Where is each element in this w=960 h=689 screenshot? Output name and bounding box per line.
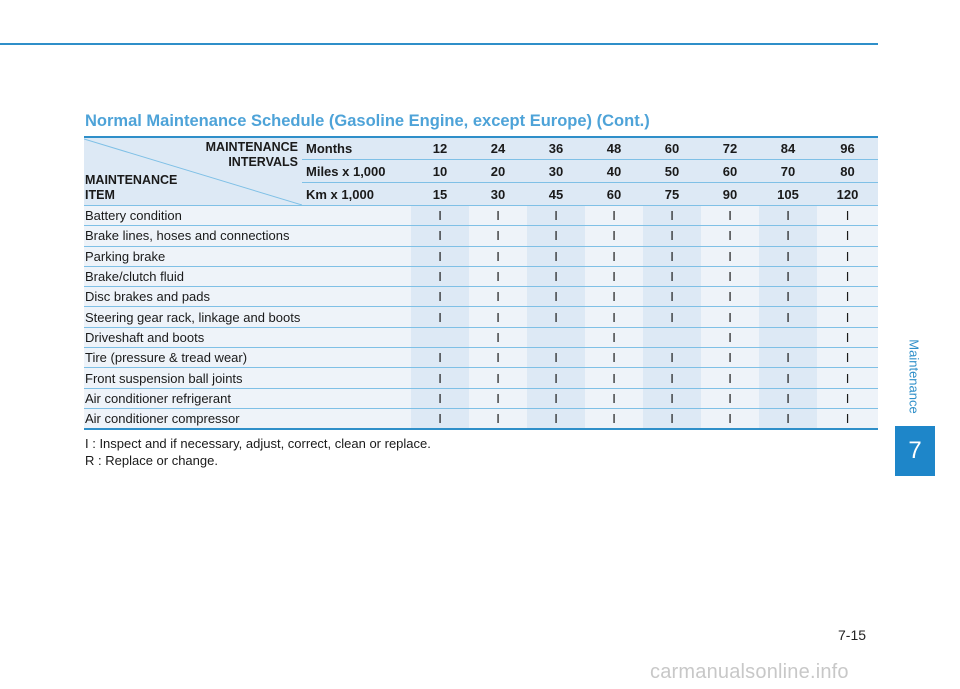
schedule-cell: I [701,327,759,347]
schedule-cell: I [527,348,585,368]
schedule-cell: I [469,307,527,327]
schedule-cell: I [585,327,643,347]
schedule-cell: I [759,287,817,307]
schedule-cell: I [643,287,701,307]
header-interval-cell: 60 [585,183,643,206]
schedule-cell: I [469,206,527,226]
table-row [84,368,878,388]
table-row [84,348,878,368]
table-row [84,246,878,266]
schedule-cell: I [759,368,817,388]
schedule-cell: I [527,368,585,388]
schedule-cell: I [585,368,643,388]
header-interval-cell: 24 [469,137,527,160]
schedule-cell: I [527,266,585,286]
header-interval-cell: 70 [759,160,817,183]
header-interval-cell: 75 [643,183,701,206]
schedule-cell: I [469,408,527,428]
schedule-cell: I [759,348,817,368]
chapter-number-box: 7 [895,426,935,476]
schedule-cell: I [759,226,817,246]
schedule-cell: I [585,206,643,226]
schedule-cell [643,327,701,347]
schedule-cell: I [469,368,527,388]
header-interval-cell: 50 [643,160,701,183]
schedule-cell: I [411,246,469,266]
maintenance-item-name: Steering gear rack, linkage and boots [84,307,411,327]
schedule-cell: I [469,388,527,408]
table-row [84,388,878,408]
maintenance-item-name: Parking brake [84,246,411,266]
corner-intervals-label [206,140,298,170]
header-interval-cell: 60 [701,160,759,183]
schedule-cell: I [701,368,759,388]
maintenance-item-name: Driveshaft and boots [84,327,411,347]
header-interval-cell: 30 [527,160,585,183]
schedule-cell: I [527,408,585,428]
schedule-cell: I [585,348,643,368]
page-number: 7-15 [838,627,867,643]
schedule-cell: I [469,266,527,286]
header-interval-cell: 60 [643,137,701,160]
schedule-cell: I [585,246,643,266]
schedule-cell: I [411,307,469,327]
schedule-cell: I [585,307,643,327]
header-interval-cell: 72 [701,137,759,160]
schedule-cell: I [527,206,585,226]
header-interval-cell: 105 [759,183,817,206]
schedule-cell: I [817,246,878,266]
schedule-cell: I [817,368,878,388]
header-interval-cell: 40 [585,160,643,183]
header-row-label: Miles x 1,000 [302,160,411,183]
table-row [84,287,878,307]
schedule-cell: I [411,266,469,286]
schedule-cell: I [411,408,469,428]
schedule-cell: I [643,368,701,388]
schedule-cell: I [643,388,701,408]
table-row [84,226,878,246]
corner-top-line1: MAINTENANCE [205,140,298,154]
corner-bottom-line1: MAINTENANCE [85,173,178,187]
schedule-cell: I [643,408,701,428]
schedule-cell: I [759,408,817,428]
schedule-cell: I [585,226,643,246]
schedule-cell: I [643,348,701,368]
legend [85,435,431,469]
corner-bottom-line2: ITEM [85,188,115,202]
schedule-cell: I [701,307,759,327]
schedule-cell: I [469,327,527,347]
schedule-cell: I [643,307,701,327]
header-interval-cell: 30 [469,183,527,206]
schedule-cell: I [585,287,643,307]
schedule-cell: I [817,206,878,226]
schedule-cell: I [817,287,878,307]
page-title: Normal Maintenance Schedule (Gasoline Engine, except Europe) (Cont.) [85,112,650,130]
header-row-label: Km x 1,000 [302,183,411,206]
schedule-cell: I [411,226,469,246]
header-interval-cell: 10 [411,160,469,183]
header-interval-cell: 12 [411,137,469,160]
schedule-cell: I [411,206,469,226]
schedule-cell: I [469,246,527,266]
corner-item-label [85,173,177,203]
schedule-cell: I [527,388,585,408]
header-interval-cell: 48 [585,137,643,160]
header-interval-cell: 45 [527,183,585,206]
schedule-cell: I [701,246,759,266]
schedule-cell: I [759,388,817,408]
header-interval-cell: 80 [817,160,878,183]
top-rule [0,43,878,45]
schedule-cell [411,327,469,347]
schedule-cell: I [585,266,643,286]
maintenance-item-name: Air conditioner compressor [84,408,411,428]
schedule-cell: I [469,287,527,307]
header-interval-cell: 90 [701,183,759,206]
maintenance-item-name: Brake lines, hoses and connections [84,226,411,246]
schedule-cell: I [701,206,759,226]
maintenance-item-name: Battery condition [84,206,411,226]
schedule-cell: I [411,368,469,388]
maintenance-item-name: Air conditioner refrigerant [84,388,411,408]
table-row [84,206,878,226]
schedule-cell: I [469,226,527,246]
header-corner [84,137,302,206]
maintenance-item-name: Front suspension ball joints [84,368,411,388]
schedule-cell: I [817,307,878,327]
header-interval-cell: 36 [527,137,585,160]
header-interval-cell: 20 [469,160,527,183]
schedule-cell: I [643,226,701,246]
schedule-cell: I [701,348,759,368]
schedule-cell: I [817,348,878,368]
schedule-cell: I [643,206,701,226]
corner-top-line2: INTERVALS [228,155,298,169]
schedule-cell: I [469,348,527,368]
maintenance-schedule-table [84,136,878,430]
schedule-cell: I [817,388,878,408]
table-row [84,266,878,286]
maintenance-item-name: Tire (pressure & tread wear) [84,348,411,368]
header-interval-cell: 96 [817,137,878,160]
side-tab-label: Maintenance [906,338,922,414]
header-interval-cell: 84 [759,137,817,160]
schedule-cell: I [527,246,585,266]
schedule-cell: I [759,307,817,327]
schedule-cell: I [411,348,469,368]
schedule-cell: I [411,287,469,307]
header-row [84,137,878,160]
schedule-cell: I [643,266,701,286]
header-interval-cell: 15 [411,183,469,206]
legend-replace: R : Replace or change. [85,453,218,468]
watermark: carmanualsonline.info [650,661,849,683]
schedule-cell: I [759,206,817,226]
table-row [84,408,878,428]
header-row-label: Months [302,137,411,160]
schedule-cell: I [817,327,878,347]
schedule-cell: I [701,408,759,428]
schedule-cell: I [527,287,585,307]
maintenance-item-name: Brake/clutch fluid [84,266,411,286]
schedule-cell: I [701,266,759,286]
header-interval-cell: 120 [817,183,878,206]
schedule-cell: I [759,266,817,286]
schedule-cell: I [817,266,878,286]
legend-inspect: I : Inspect and if necessary, adjust, correct, clean or replace. [85,436,431,451]
schedule-cell: I [817,226,878,246]
maintenance-item-name: Disc brakes and pads [84,287,411,307]
schedule-cell: I [527,226,585,246]
schedule-cell [527,327,585,347]
schedule-cell: I [585,408,643,428]
schedule-cell: I [701,226,759,246]
schedule-cell: I [701,388,759,408]
schedule-cell: I [759,246,817,266]
schedule-cell: I [411,388,469,408]
header-corner-inner [84,138,302,205]
schedule-cell: I [701,287,759,307]
schedule-cell [759,327,817,347]
schedule-cell: I [527,307,585,327]
table-row [84,327,878,347]
schedule-cell: I [585,388,643,408]
schedule-cell: I [643,246,701,266]
schedule-cell: I [817,408,878,428]
table-row [84,307,878,327]
